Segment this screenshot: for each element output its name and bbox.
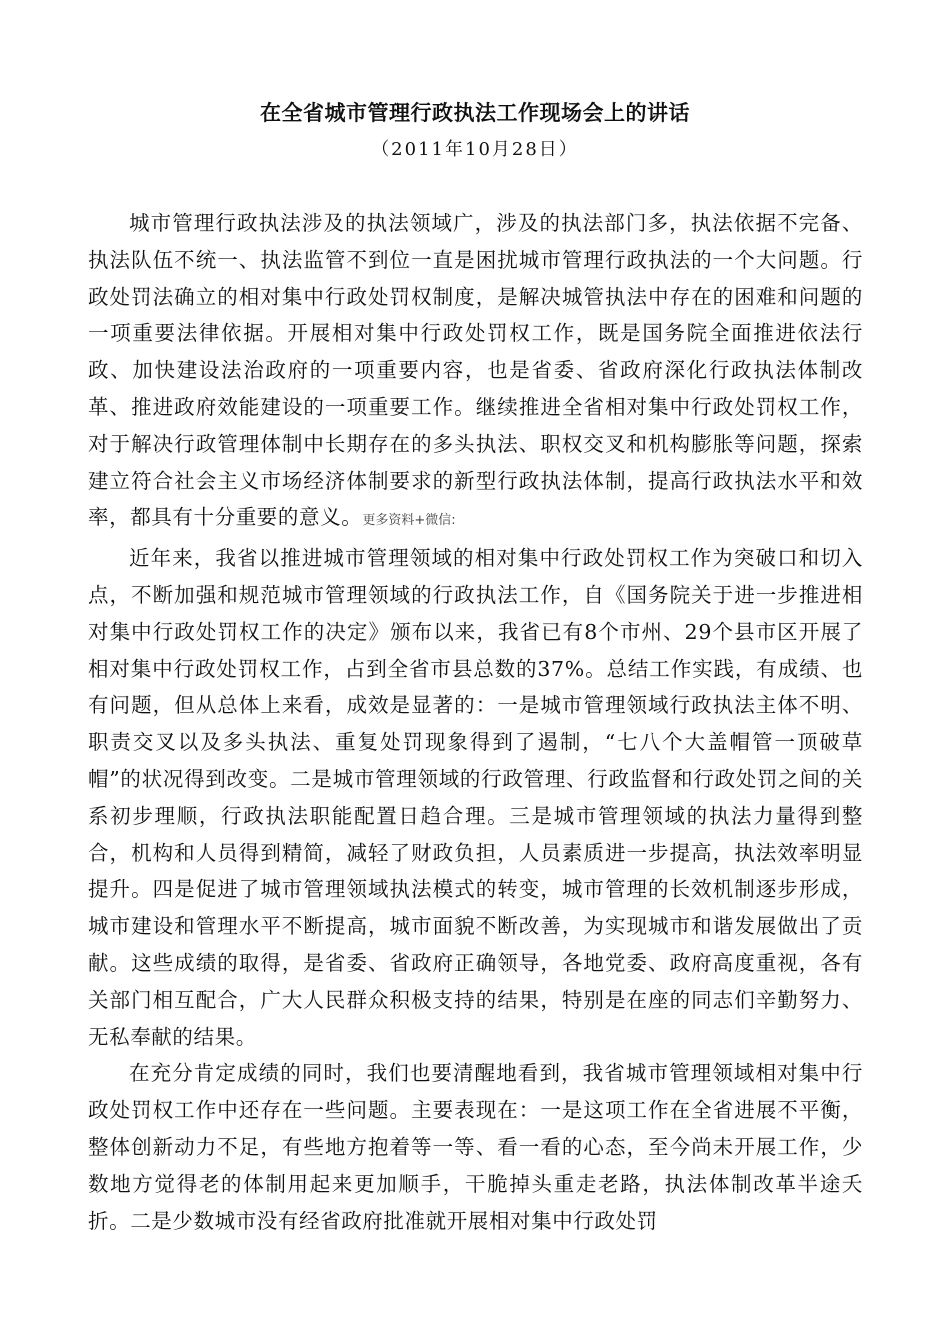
paragraph-2: 近年来，我省以推进城市管理领域的相对集中行政处罚权工作为突破口和切入点，不断加强和规范城市管理领域的行政执法工作，自《国务院关于进一步推进相对集中行政处罚权工作的决定》颁布以来，我省已有8个市州、29个县市区开展了相对集中行政处罚权工作，占到全省市县总数的37%。总结工作实践，有成绩、也有问题，但从总体上来看，成效是显著的：一是城市管理领域行政执法主体不明、职责交叉以及多头执法、重复处罚现象得到了遏制，“七八个大盖帽管一顶破草帽”的状况得到改变。二是城市管理领域的行政管理、行政监督和行政处罚之间的关系初步理顺，行政执法职能配置日趋合理。三是城市管理领域的执法力量得到整合，机构和人员得到精简，减轻了财政负担，人员素质进一步提高，执法效率明显提升。四是促进了城市管理领域执法模式的转变，城市管理的长效机制逐步形成，城市建设和管理水平不断提高，城市面貌不断改善，为实现城市和谐发展做出了贡献。这些成绩的取得，是省委、省政府正确领导，各地党委、政府高度重视，各有关部门相互配合，广大人民群众积极支持的结果，特别是在座的同志们辛勤努力、无私奉献的结果。: [88, 546, 863, 1049]
paragraph-3: 在充分肯定成绩的同时，我们也要清醒地看到，我省城市管理领域相对集中行政处罚权工作中还存在一些问题。主要表现在：一是这项工作在全省进展不平衡，整体创新动力不足，有些地方抱着等一等、看一看的心态，至今尚未开展工作，少数地方觉得老的体制用起来更加顺手，干脆掉头重走老路，执法体制改革半途夭折。二是少数城市没有经省政府批准就开展相对集中行政处罚: [88, 1061, 863, 1233]
document-title: 在全省城市管理行政执法工作现场会上的讲话: [260, 101, 690, 125]
speech-date: （2011年10月28日）: [371, 139, 579, 160]
paragraph-1-text: 城市管理行政执法涉及的执法领域广，涉及的执法部门多，执法依据不完备、执法队伍不统一、执法监管不到位一直是困扰城市管理行政执法的一个大问题。行政处罚法确立的相对集中行政处罚权制度，是解决城管执法中存在的困难和问题的一项重要法律依据。开展相对集中行政处罚权工作，既是国务院全面推进依法行政、加快建设法治政府的一项重要内容，也是省委、省政府深化行政执法体制改革、推进政府效能建设的一项重要工作。继续推进全省相对集中行政处罚权工作，对于解决行政管理体制中长期存在的多头执法、职权交叉和机构膨胀等问题，探索建立符合社会主义市场经济体制要求的新型行政执法体制，提高行政执法水平和效率，都具有十分重要的意义。: [88, 211, 863, 530]
paragraph-1: [88, 205, 863, 540]
document-body: [88, 205, 863, 1239]
inline-note: 更多资料+微信:: [362, 513, 456, 529]
